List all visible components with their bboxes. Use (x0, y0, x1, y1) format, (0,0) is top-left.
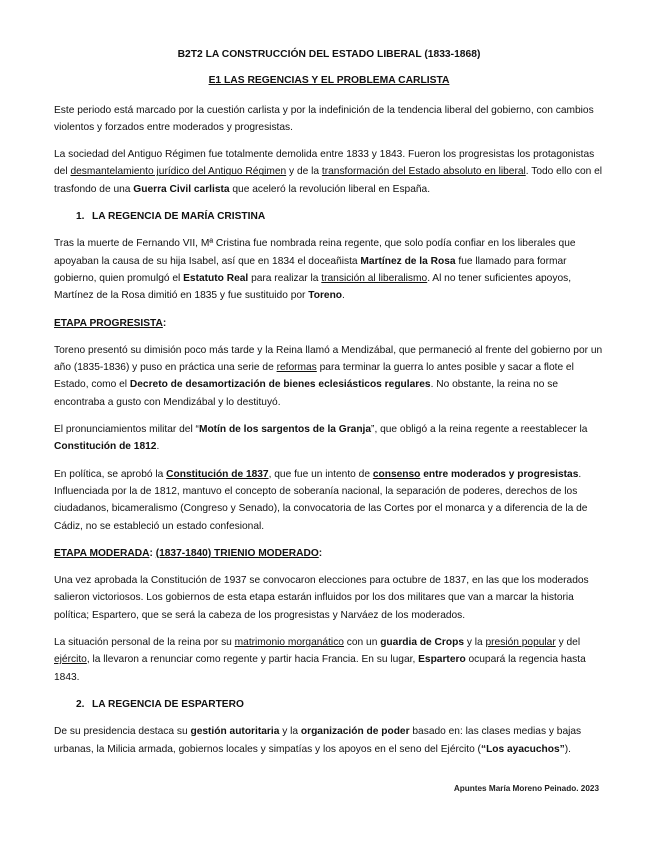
text-run: De su presidencia destaca su (54, 726, 191, 738)
text-run: . Al no tener suficientes apoyos, Martínez de la Rosa dimitió en 1835 y fue sustituido por (54, 272, 572, 302)
text-run: Tras la muerte de Fernando VII, Mª Cristina fue nombrada reina regente, que solo podía confiar en los liberales que apoyaban la causa de su hija Isabel, así que en 1834 el doceañista (54, 238, 576, 267)
underlined-term: ejército (54, 654, 87, 666)
text-run: . Todo ello con el trasfondo de una (54, 166, 603, 195)
text-run: para realizar la (248, 272, 322, 284)
bold-term: “Los ayacuchos” (480, 743, 565, 755)
etapa-years: (1837-1840) (155, 547, 212, 559)
bold-term: Constitución de 1812 (54, 441, 157, 453)
etapa-label: ETAPA PROGRESISTA (54, 317, 163, 329)
etapa-progresista-heading (54, 315, 604, 332)
underlined-term: transformación del Estado absoluto en liberal (321, 166, 526, 178)
text-run: . (156, 441, 160, 453)
text-run: ”, que obligó a la reina regente a reestablecer la (371, 424, 588, 436)
underlined-term: matrimonio morganático (234, 637, 344, 649)
intro-paragraph-2 (54, 146, 604, 198)
etapa-moderada-heading (54, 545, 604, 562)
bold-underlined-term: Constitución de 1837 (166, 468, 269, 480)
text-run: La situación personal de la reina por su (54, 637, 235, 649)
text-run: ocupará la regencia hasta 1843. (54, 654, 586, 683)
paragraph-toreno (54, 342, 604, 411)
bold-term: Decreto de desamortización de bienes eclesiásticos regulares (129, 379, 431, 391)
section-title: LA REGENCIA DE ESPARTERO (92, 698, 244, 710)
etapa-suffix: : (162, 317, 167, 329)
etapa-label: ETAPA MODERADA (54, 547, 150, 559)
text-run: y del (555, 637, 581, 649)
section-heading-1 (54, 208, 604, 225)
bold-term: guardia de Crops (380, 637, 464, 649)
text-run: que aceleró la revolución liberal en España. (229, 183, 431, 195)
text-run: basado en: las clases medias y bajas urbanas, la Milicia armada, gobiernos locales y simpatías y los apoyos en el seno del Ejército ( (54, 726, 582, 755)
bold-term: Motín de los sargentos de la Granja (198, 424, 372, 436)
document-title: B2T2 LA CONSTRUCCIÓN DEL ESTADO LIBERAL (1833-1868) (177, 49, 481, 60)
underlined-term: transición al liberalismo (321, 272, 428, 284)
etapa-suffix: : (318, 547, 323, 559)
bold-term: Espartero (418, 654, 466, 666)
underlined-term: desmantelamiento jurídico del Antiguo Régimen (70, 166, 287, 178)
etapa-separator: : (149, 547, 156, 559)
text-run: y la (279, 726, 301, 738)
text-run: y de la (286, 166, 322, 178)
underlined-term: presión popular (485, 637, 556, 649)
text-run: , la llevaron a renunciar como regente y partir hacia Francia. En su lugar, (86, 654, 419, 666)
text-run: para terminar la guerra lo antes posible y sacar a flote el Estado, como el (54, 362, 574, 391)
text-run: . Influenciada por la de 1812, mantuvo el concepto de soberanía nacional, la separación de poderes, derechos de los ciudadanos, bicameralismo (Congreso y Senado), la convocatoria de las Cortes por el monarca y a diferencia de la de Cádiz, no se estableció un estado confesional. (54, 468, 588, 532)
section-number: 2. (76, 698, 85, 710)
document-subtitle: E1 LAS REGENCIAS Y EL PROBLEMA CARLISTA (208, 75, 450, 87)
section-heading-2 (54, 696, 604, 713)
text-run: El pronunciamientos militar del “ (54, 424, 199, 436)
section-number: 1. (76, 211, 85, 223)
document-body (54, 46, 604, 758)
paragraph-moderada: Una vez aprobada la Constitución de 1937 se convocaron elecciones para octubre de 1837, en las que los moderados salieron victoriosos. Los gobiernos de esta etapa estarán influidos por los dos militares que van a marcar la historia política; Espartero, que se será la cabeza de los progresistas y Narváez de los moderados. (54, 575, 589, 621)
paragraph-motin (54, 421, 604, 456)
text-run: . (342, 290, 345, 302)
bold-term: entre moderados y progresistas (420, 468, 579, 480)
bold-term: Martínez de la Rosa (360, 255, 456, 267)
section-title: LA REGENCIA DE MARÍA CRISTINA (92, 211, 266, 223)
bold-term: gestión autoritaria (190, 726, 280, 738)
text-run: ). (564, 743, 571, 755)
underlined-term: reformas (276, 362, 317, 374)
page-footer: Apuntes María Moreno Peinado. 2023 (453, 784, 599, 793)
text-run: , que fue un intento de (268, 468, 373, 480)
text-run: En política, se aprobó la (54, 468, 167, 480)
etapa-rest: TRIENIO MODERADO (211, 547, 319, 559)
paragraph-espartero (54, 723, 604, 758)
bold-term: Estatuto Real (183, 272, 249, 284)
intro-paragraph-1: Este periodo está marcado por la cuestión carlista y por la indefinición de la tendencia liberal del gobierno, con cambios violentos y forzados entre moderados y progresistas. (54, 104, 594, 133)
paragraph-politica (54, 466, 604, 535)
text-run: y la (463, 637, 486, 649)
text-run: . No obstante, la reina no se encontraba a gusto con Mendizábal y lo destituyó. (54, 379, 558, 408)
bold-term: organización de poder (300, 726, 410, 738)
paragraph-situacion (54, 634, 604, 686)
text-run: Toreno presentó su dimisión poco más tarde y la Reina llamó a Mendizábal, que permaneció al frente del gobierno por un año (1835-1836) y puso en práctica una serie de (54, 344, 603, 374)
paragraph-regencia (54, 235, 604, 304)
text-run: con un (343, 637, 381, 649)
bold-term: Guerra Civil carlista (133, 183, 230, 195)
bold-term: Toreno (308, 290, 343, 302)
bold-underlined-term: consenso (372, 468, 421, 480)
text-run: fue llamado para formar gobierno, quien promulgó el (54, 255, 567, 284)
text-run: La sociedad del Antiguo Régimen fue totalmente demolida entre 1833 y 1843. Fueron los progresistas los protagonistas del (54, 149, 595, 178)
